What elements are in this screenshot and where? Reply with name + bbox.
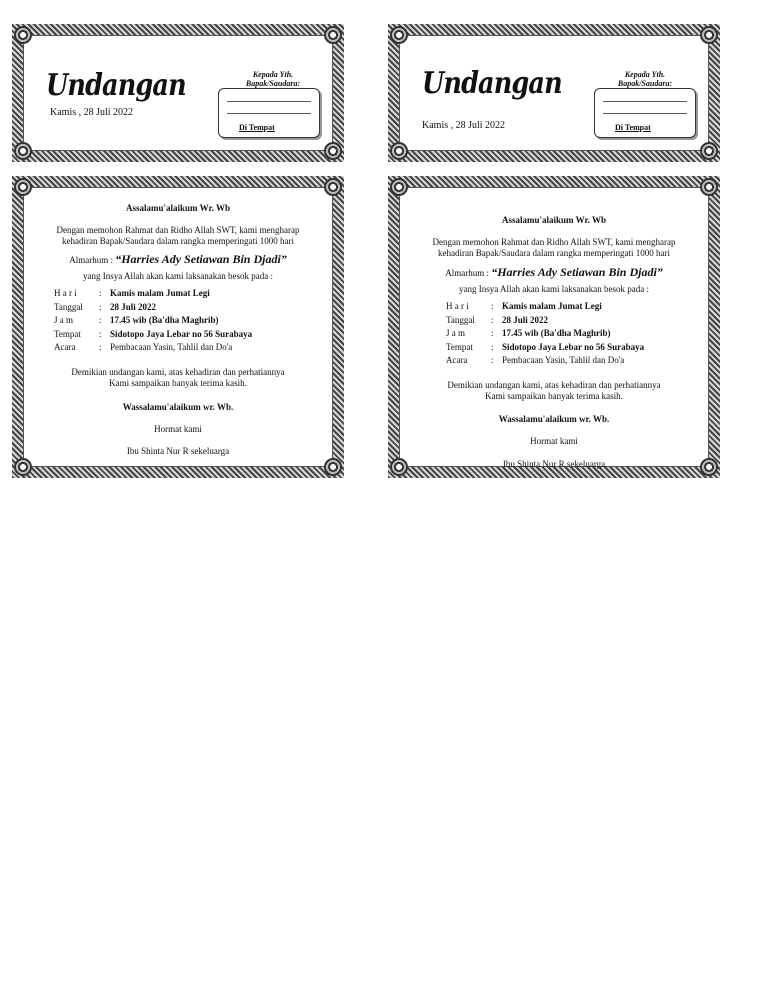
detail-key: Tanggal — [54, 301, 83, 312]
corner-ornament — [14, 26, 32, 44]
detail-key: H a r i — [54, 288, 77, 298]
address-box — [594, 88, 696, 138]
card-date: Kamis , 28 Juli 2022 — [50, 107, 134, 118]
detail-key: H a r i — [446, 301, 469, 311]
intro-line: Dengan memohon Rahmat dan Ridho Allah SWT, kami mengharap — [432, 237, 676, 247]
regards-text: Hormat kami — [154, 424, 202, 434]
corner-ornament — [324, 142, 342, 160]
closing-line: Demikian undangan kami, atas kehadiran dan perhatiannya — [71, 367, 285, 377]
deceased-line — [12, 252, 344, 267]
intro-line: kehadiran Bapak/Saudara dalam rangka memperingati 1000 hari — [62, 236, 294, 246]
place-label: Di Tempat — [239, 123, 275, 132]
card-title: Undangan — [422, 66, 562, 101]
deceased-prefix: Almarhum : — [445, 268, 489, 278]
detail-value: 28 Juli 2022 — [110, 301, 157, 312]
detail-key: Tempat — [446, 341, 473, 352]
address-line — [603, 101, 687, 102]
detail-key: J a m — [54, 315, 73, 325]
schedule-intro: yang Insya Allah akan kami laksanakan besok pada : — [459, 284, 649, 294]
detail-value: 28 Juli 2022 — [502, 314, 549, 325]
address-line — [603, 113, 687, 114]
detail-row: Tanggal : 28 Juli 2022 — [446, 315, 644, 329]
sender-name: Ibu Shinta Nur R sekeluarga — [502, 459, 606, 469]
corner-ornament — [700, 178, 718, 196]
detail-row: J a m : 17.45 wib (Ba'dha Maghrib) — [446, 328, 644, 342]
corner-ornament — [390, 26, 408, 44]
invitation-card-left — [12, 176, 344, 478]
detail-value: Pembacaan Yasin, Tahlil dan Do'a — [502, 355, 625, 365]
detail-row: Acara : Pembacaan Yasin, Tahlil dan Do'a — [446, 355, 644, 369]
corner-ornament — [700, 142, 718, 160]
address-line — [227, 101, 311, 102]
corner-ornament — [14, 458, 32, 476]
detail-value: Sidotopo Jaya Lebar no 56 Surabaya — [110, 328, 253, 339]
place-label: Di Tempat — [615, 123, 651, 132]
corner-ornament — [700, 26, 718, 44]
card-title: Undangan — [46, 68, 186, 103]
detail-key: Acara — [446, 355, 468, 365]
detail-value: Pembacaan Yasin, Tahlil dan Do'a — [110, 342, 233, 352]
detail-value: Sidotopo Jaya Lebar no 56 Surabaya — [502, 341, 645, 352]
opening-greeting: Assalamu'alaikum Wr. Wb — [126, 203, 230, 213]
intro-line: Dengan memohon Rahmat dan Ridho Allah SWT, kami mengharap — [56, 225, 300, 235]
detail-key: Acara — [54, 342, 76, 352]
corner-ornament — [390, 142, 408, 160]
deceased-name: “Harries Ady Setiawan Bin Djadi” — [491, 265, 663, 279]
corner-ornament — [14, 178, 32, 196]
opening-greeting: Assalamu'alaikum Wr. Wb — [502, 215, 606, 225]
corner-ornament — [14, 142, 32, 160]
closing-line: Kami sampaikan banyak terima kasih. — [109, 378, 247, 388]
detail-row: Acara : Pembacaan Yasin, Tahlil dan Do'a — [54, 342, 252, 356]
detail-row: Tanggal : 28 Juli 2022 — [54, 302, 252, 316]
corner-ornament — [324, 26, 342, 44]
detail-value: 17.45 wib (Ba'dha Maghrib) — [502, 328, 611, 338]
detail-value: Kamis malam Jumat Legi — [110, 288, 210, 298]
schedule-intro: yang Insya Allah akan kami laksanakan besok pada : — [83, 271, 273, 281]
closing-line: Demikian undangan kami, atas kehadiran dan perhatiannya — [447, 380, 661, 390]
details-table — [54, 288, 252, 356]
detail-row: Tempat : Sidotopo Jaya Lebar no 56 Surabaya — [446, 342, 644, 356]
farewell-greeting: Wassalamu'alaikum wr. Wb. — [122, 402, 234, 412]
sender-name: Ibu Shinta Nur R sekeluarga — [126, 446, 230, 456]
detail-value: Kamis malam Jumat Legi — [502, 301, 602, 311]
corner-ornament — [390, 178, 408, 196]
details-table — [446, 301, 644, 369]
card-date: Kamis , 28 Juli 2022 — [422, 120, 506, 131]
closing-line: Kami sampaikan banyak terima kasih. — [485, 391, 623, 401]
detail-row: Tempat : Sidotopo Jaya Lebar no 56 Surabaya — [54, 329, 252, 343]
corner-ornament — [324, 178, 342, 196]
detail-row: H a r i : Kamis malam Jumat Legi — [446, 301, 644, 315]
address-line — [227, 113, 311, 114]
farewell-greeting: Wassalamu'alaikum wr. Wb. — [498, 414, 610, 424]
deceased-line — [388, 265, 720, 280]
detail-row: J a m : 17.45 wib (Ba'dha Maghrib) — [54, 315, 252, 329]
detail-row: H a r i : Kamis malam Jumat Legi — [54, 288, 252, 302]
corner-ornament — [324, 458, 342, 476]
deceased-name: “Harries Ady Setiawan Bin Djadi” — [115, 252, 287, 266]
detail-key: Tempat — [54, 328, 81, 339]
address-box — [218, 88, 320, 138]
detail-key: J a m — [446, 328, 465, 338]
intro-line: kehadiran Bapak/Saudara dalam rangka memperingati 1000 hari — [438, 248, 670, 258]
detail-key: Tanggal — [446, 314, 475, 325]
recipient-label: Kepada Yth. Bapak/Saudara: — [617, 70, 673, 88]
envelope-card-right — [388, 24, 720, 162]
invitation-card-right — [388, 176, 720, 478]
recipient-label: Kepada Yth. Bapak/Saudara: — [245, 70, 301, 88]
regards-text: Hormat kami — [530, 436, 578, 446]
detail-value: 17.45 wib (Ba'dha Maghrib) — [110, 315, 219, 325]
envelope-card-left — [12, 24, 344, 162]
deceased-prefix: Almarhum : — [69, 255, 113, 265]
